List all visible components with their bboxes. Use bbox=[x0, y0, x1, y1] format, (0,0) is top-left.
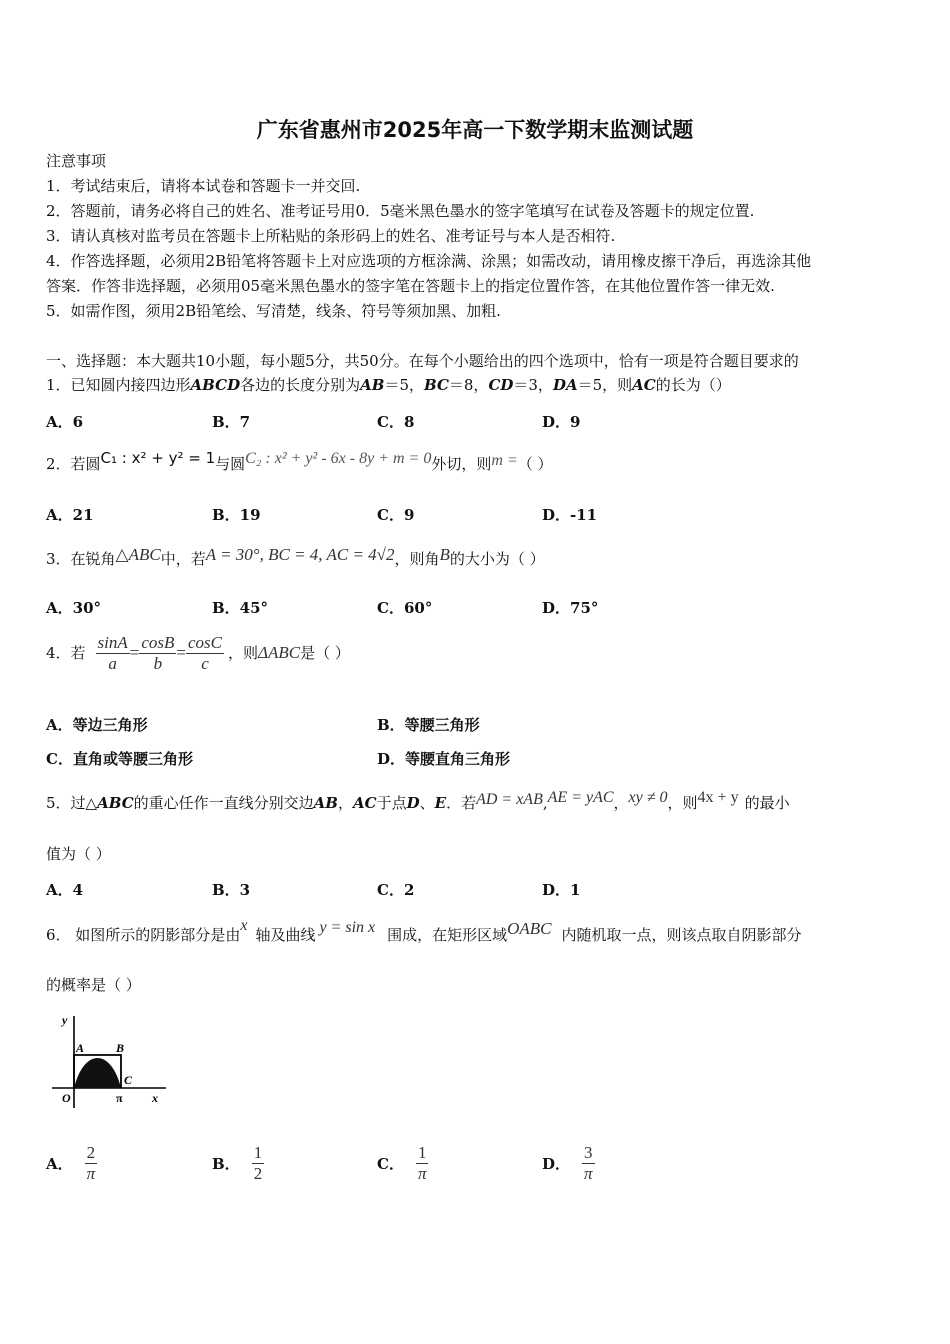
q2-text: 与圆 bbox=[215, 455, 246, 473]
question-4 bbox=[46, 630, 350, 676]
q6-text: 轴及曲线 bbox=[255, 926, 316, 944]
q3-condition: A = 30°, BC = 4, AC = 4√2 bbox=[205, 545, 395, 564]
q3-option-c[interactable]: C．60° bbox=[377, 599, 433, 617]
q4-option-c[interactable]: C．直角或等腰三角形 bbox=[46, 750, 193, 768]
q6-option-label: B． bbox=[212, 1155, 240, 1173]
q4-equals: = bbox=[176, 643, 187, 662]
q2-option-b[interactable]: B．19 bbox=[212, 506, 261, 524]
q4-frac-num: cosC bbox=[188, 632, 223, 652]
q1-var: DA bbox=[552, 376, 578, 394]
page-title: 广东省惠州市2025年高一下数学期末监测试题 bbox=[256, 118, 694, 142]
q4-option-d[interactable]: D．等腰直角三角形 bbox=[377, 750, 511, 768]
q5-condition: xy ≠ 0 bbox=[628, 789, 668, 806]
q5-text: ， bbox=[337, 794, 353, 812]
q5-text: ．若 bbox=[446, 794, 477, 812]
q4-option-a[interactable]: A．等边三角形 bbox=[46, 716, 148, 734]
q4-text: 是（ ） bbox=[300, 644, 350, 662]
q3-option-a[interactable]: A．30° bbox=[46, 599, 102, 617]
q2-circle-1: C₁ : x² + y² = 1 bbox=[100, 449, 216, 467]
q6-option-label: C． bbox=[377, 1155, 404, 1173]
figure-label-x: x bbox=[152, 1091, 158, 1105]
q6-option-b[interactable] bbox=[212, 1143, 264, 1184]
q5-var: ABC bbox=[97, 794, 134, 812]
q5-var: E bbox=[434, 794, 447, 812]
q5-text: 的重心任作一直线分别交边 bbox=[133, 794, 314, 812]
q4-frac-num: cosB bbox=[141, 632, 175, 652]
q6-rectangle: OABC bbox=[507, 919, 552, 938]
q3-text: ，则角 bbox=[394, 550, 440, 568]
q6-frac-num: 1 bbox=[253, 1143, 263, 1162]
q5-expression: 4x + y bbox=[697, 789, 739, 806]
q2-option-c[interactable]: C．9 bbox=[377, 506, 415, 524]
q6-frac-num: 3 bbox=[584, 1143, 593, 1162]
q4-text: ，则 bbox=[228, 644, 259, 662]
q2-circle-2: C₂ : x² + y² - 6x - 8y + m = 0 bbox=[245, 450, 432, 467]
figure-label-y: y bbox=[62, 1013, 68, 1027]
q2-text: 外切，则 bbox=[431, 455, 492, 473]
q1-var: ABCD bbox=[190, 376, 241, 394]
question-3 bbox=[46, 545, 545, 568]
q4-frac-den: c bbox=[201, 653, 209, 673]
q1-text: ＝3， bbox=[513, 376, 553, 394]
notice-item: 答案．作答非选择题，必须用05毫米黑色墨水的签字笔在答题卡上的指定位置作答，在其他位置作答一律无效. bbox=[46, 277, 775, 295]
q5-vector-ae: AE = yAC bbox=[547, 789, 614, 806]
q4-frac-den: a bbox=[108, 653, 117, 673]
notice-item: 4．作答选择题，必须用2B铅笔将答题卡上对应选项的方框涂满、涂黑；如需改动，请用橡皮擦干净后，再选涂其他 bbox=[46, 252, 812, 270]
q3-text: 3．在锐角 bbox=[46, 550, 116, 568]
notice-item: 3．请认真核对监考员在答题卡上所粘贴的条形码上的姓名、准考证号与本人是否相符. bbox=[46, 227, 616, 245]
q4-equals: = bbox=[129, 643, 140, 662]
q6-option-label: D． bbox=[542, 1155, 571, 1173]
q3-triangle: △ABC bbox=[115, 545, 161, 564]
q6-option-label: A． bbox=[46, 1155, 73, 1173]
figure-label-c: C bbox=[124, 1073, 133, 1087]
q5-option-b[interactable]: B．3 bbox=[212, 881, 251, 899]
q1-option-a[interactable]: A．6 bbox=[46, 413, 84, 431]
q5-var: AC bbox=[353, 794, 377, 812]
q5-vector-ad: AD = xAB bbox=[476, 791, 543, 808]
q1-text: 1．已知圆内接四边形 bbox=[46, 376, 191, 394]
figure-label-a: A bbox=[76, 1041, 85, 1055]
q6-text: 内随机取一点，则该点取自阴影部分 bbox=[561, 926, 802, 944]
q6-option-c[interactable] bbox=[377, 1143, 428, 1184]
q4-fraction-3 bbox=[186, 633, 224, 674]
q5-var: D bbox=[406, 794, 420, 812]
q1-text: ＝5， bbox=[384, 376, 424, 394]
q1-text: 各边的长度分别为 bbox=[240, 376, 361, 394]
q3-option-d[interactable]: D．75° bbox=[542, 599, 599, 617]
q6-frac-den: 2 bbox=[253, 1164, 263, 1183]
q5-text: 于点 bbox=[376, 794, 407, 812]
q6-frac-den: π bbox=[417, 1164, 427, 1183]
q1-option-d[interactable]: D．9 bbox=[542, 413, 581, 431]
question-1 bbox=[46, 376, 731, 394]
q4-triangle: ΔABC bbox=[258, 643, 301, 662]
q5-text: 的最小 bbox=[744, 794, 790, 812]
q6-frac-num: 2 bbox=[86, 1143, 96, 1162]
q4-fraction-2 bbox=[139, 633, 176, 674]
q5-text: ，则 bbox=[667, 794, 698, 812]
q5-option-a[interactable]: A．4 bbox=[46, 881, 84, 899]
q2-text: （ ） bbox=[517, 455, 553, 473]
q1-option-b[interactable]: B．7 bbox=[212, 413, 251, 431]
figure-label-o: O bbox=[62, 1091, 71, 1105]
q4-frac-num: sinA bbox=[97, 632, 128, 652]
q6-text: 6． 如图所示的阴影部分是由 bbox=[46, 926, 241, 944]
q5-text: 5．过△ bbox=[46, 794, 98, 812]
figure-label-b: B bbox=[116, 1041, 125, 1055]
q5-line-2: 值为（ ） bbox=[46, 845, 111, 863]
figure-label-pi: π bbox=[116, 1091, 123, 1105]
q5-option-c[interactable]: C．2 bbox=[377, 881, 415, 899]
q5-var: AB bbox=[313, 794, 338, 812]
q2-option-a[interactable]: A．21 bbox=[46, 506, 94, 524]
q3-option-b[interactable]: B．45° bbox=[212, 599, 269, 617]
q6-curve: y = sin x bbox=[319, 919, 376, 936]
q4-text: 4．若 bbox=[46, 644, 86, 662]
q3-text: 中，若 bbox=[160, 550, 206, 568]
q5-option-d[interactable]: D．1 bbox=[542, 881, 581, 899]
notice-item: 2．答题前，请务必将自己的姓名、准考证号用0．5毫米黑色墨水的签字笔填写在试卷及答题卡的规定位置. bbox=[46, 202, 755, 220]
question-5: 5．过△ABC的重心任作一直线分别交边AB，AC于点D、E．若AD = xAB,AE = yAC，xy ≠ 0，则4x + y 的最小 bbox=[46, 789, 790, 812]
q5-text: 、 bbox=[419, 794, 435, 812]
q6-frac-den: π bbox=[86, 1164, 96, 1183]
q1-var: AC bbox=[632, 376, 656, 394]
q6-option-fraction bbox=[85, 1143, 98, 1184]
q2-m: m = bbox=[491, 452, 518, 469]
q1-text: ＝8， bbox=[448, 376, 489, 394]
q1-text: ＝5，则 bbox=[577, 376, 633, 394]
section-heading: 一、选择题：本大题共10小题，每小题5分，共50分。在每个小题给出的四个选项中，恰有一项是符合题目要求的 bbox=[46, 352, 799, 370]
question-2 bbox=[46, 449, 553, 474]
q6-option-fraction bbox=[252, 1143, 265, 1184]
q1-var: BC bbox=[423, 376, 449, 394]
notice-heading: 注意事项 bbox=[46, 152, 107, 170]
q4-frac-den: b bbox=[153, 653, 163, 673]
q6-x-var: x bbox=[240, 917, 248, 934]
q2-text: 2．若圆 bbox=[46, 455, 101, 473]
notice-item: 1．考试结束后，请将本试卷和答题卡一并交回. bbox=[46, 177, 361, 195]
question-6 bbox=[46, 917, 802, 945]
q6-figure bbox=[46, 1008, 176, 1118]
q1-option-c[interactable]: C．8 bbox=[377, 413, 415, 431]
q6-option-a[interactable] bbox=[46, 1143, 97, 1184]
q1-var: CD bbox=[488, 376, 514, 394]
q1-text: 的长为（） bbox=[655, 376, 731, 394]
q4-option-b[interactable]: B．等腰三角形 bbox=[377, 716, 480, 734]
q6-frac-num: 1 bbox=[417, 1143, 427, 1162]
notice-item: 5．如需作图，须用2B铅笔绘、写清楚，线条、符号等须加黑、加粗. bbox=[46, 302, 501, 320]
q6-frac-den: π bbox=[584, 1164, 593, 1183]
q3-angle-b: B bbox=[439, 545, 450, 564]
q5-text: ， bbox=[613, 794, 629, 812]
q6-option-fraction bbox=[582, 1143, 595, 1184]
q6-option-fraction bbox=[416, 1143, 429, 1184]
q2-option-d[interactable]: D．-11 bbox=[542, 506, 598, 524]
q3-text: 的大小为（ ） bbox=[449, 550, 545, 568]
q1-var: AB bbox=[360, 376, 385, 394]
q6-line-2: 的概率是（ ） bbox=[46, 976, 141, 994]
q4-fraction-1 bbox=[96, 633, 130, 674]
q6-option-d[interactable] bbox=[542, 1143, 595, 1184]
q6-text: 围成，在矩形区域 bbox=[387, 926, 508, 944]
